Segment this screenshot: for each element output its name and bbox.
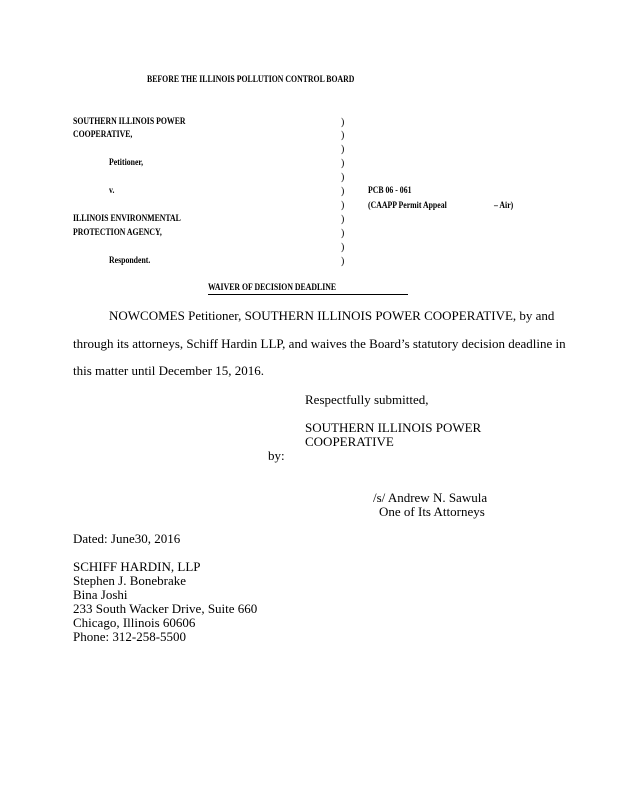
firm-address-line2: Chicago, Illinois 60606 bbox=[73, 615, 196, 630]
caption-paren: ) bbox=[341, 228, 345, 239]
attorney-name: Bina Joshi bbox=[73, 587, 128, 602]
caption-paren: ) bbox=[341, 242, 345, 253]
case-number: PCB 06 - 061 bbox=[368, 186, 412, 196]
by-label: by: bbox=[268, 448, 285, 463]
petitioner-name-line2: COOPERATIVE, bbox=[73, 130, 133, 140]
paragraph-line: this matter until December 15, 2016. bbox=[73, 363, 264, 378]
dated-line: Dated: June30, 2016 bbox=[73, 531, 181, 546]
party-name-line2: COOPERATIVE bbox=[305, 434, 394, 449]
petitioner-role: Petitioner, bbox=[109, 158, 144, 168]
caption-paren: ) bbox=[341, 172, 345, 183]
caption-paren: ) bbox=[341, 214, 345, 225]
firm-address-line1: 233 South Wacker Drive, Suite 660 bbox=[73, 601, 258, 616]
paragraph-line: NOWCOMES Petitioner, SOUTHERN ILLINOIS POWER COOPERATIVE, by and bbox=[109, 308, 555, 323]
closing: Respectfully submitted, bbox=[305, 392, 429, 407]
caption-paren: ) bbox=[341, 186, 345, 197]
caption-paren: ) bbox=[341, 144, 345, 155]
document-header: BEFORE THE ILLINOIS POLLUTION CONTROL BOARD bbox=[147, 75, 355, 85]
paragraph-line: through its attorneys, Schiff Hardin LLP, and waives the Board’s statutory decision deadline in bbox=[73, 336, 566, 351]
caption-paren: ) bbox=[341, 158, 345, 169]
signer-name: /s/ Andrew N. Sawula bbox=[373, 490, 488, 505]
party-name-line1: SOUTHERN ILLINOIS POWER bbox=[305, 420, 482, 435]
document-heading: WAIVER OF DECISION DEADLINE bbox=[208, 283, 337, 293]
versus-label: v. bbox=[109, 186, 115, 196]
case-type-prefix: (CAAPP Permit Appeal bbox=[368, 201, 447, 211]
caption-paren: ) bbox=[341, 130, 345, 141]
case-type-suffix: – Air) bbox=[494, 201, 514, 211]
respondent-name-line2: PROTECTION AGENCY, bbox=[73, 228, 162, 238]
caption-paren: ) bbox=[341, 117, 345, 128]
signer-role: One of Its Attorneys bbox=[379, 504, 485, 519]
respondent-name-line1: ILLINOIS ENVIRONMENTAL bbox=[73, 214, 181, 224]
firm-name: SCHIFF HARDIN, LLP bbox=[73, 559, 201, 574]
attorney-name: Stephen J. Bonebrake bbox=[73, 573, 187, 588]
firm-phone: Phone: 312-258-5500 bbox=[73, 629, 187, 644]
petitioner-name-line1: SOUTHERN ILLINOIS POWER bbox=[73, 117, 186, 127]
respondent-role: Respondent. bbox=[109, 256, 151, 266]
caption-paren: ) bbox=[341, 256, 345, 267]
heading-underline bbox=[208, 294, 408, 295]
caption-paren: ) bbox=[341, 200, 345, 211]
